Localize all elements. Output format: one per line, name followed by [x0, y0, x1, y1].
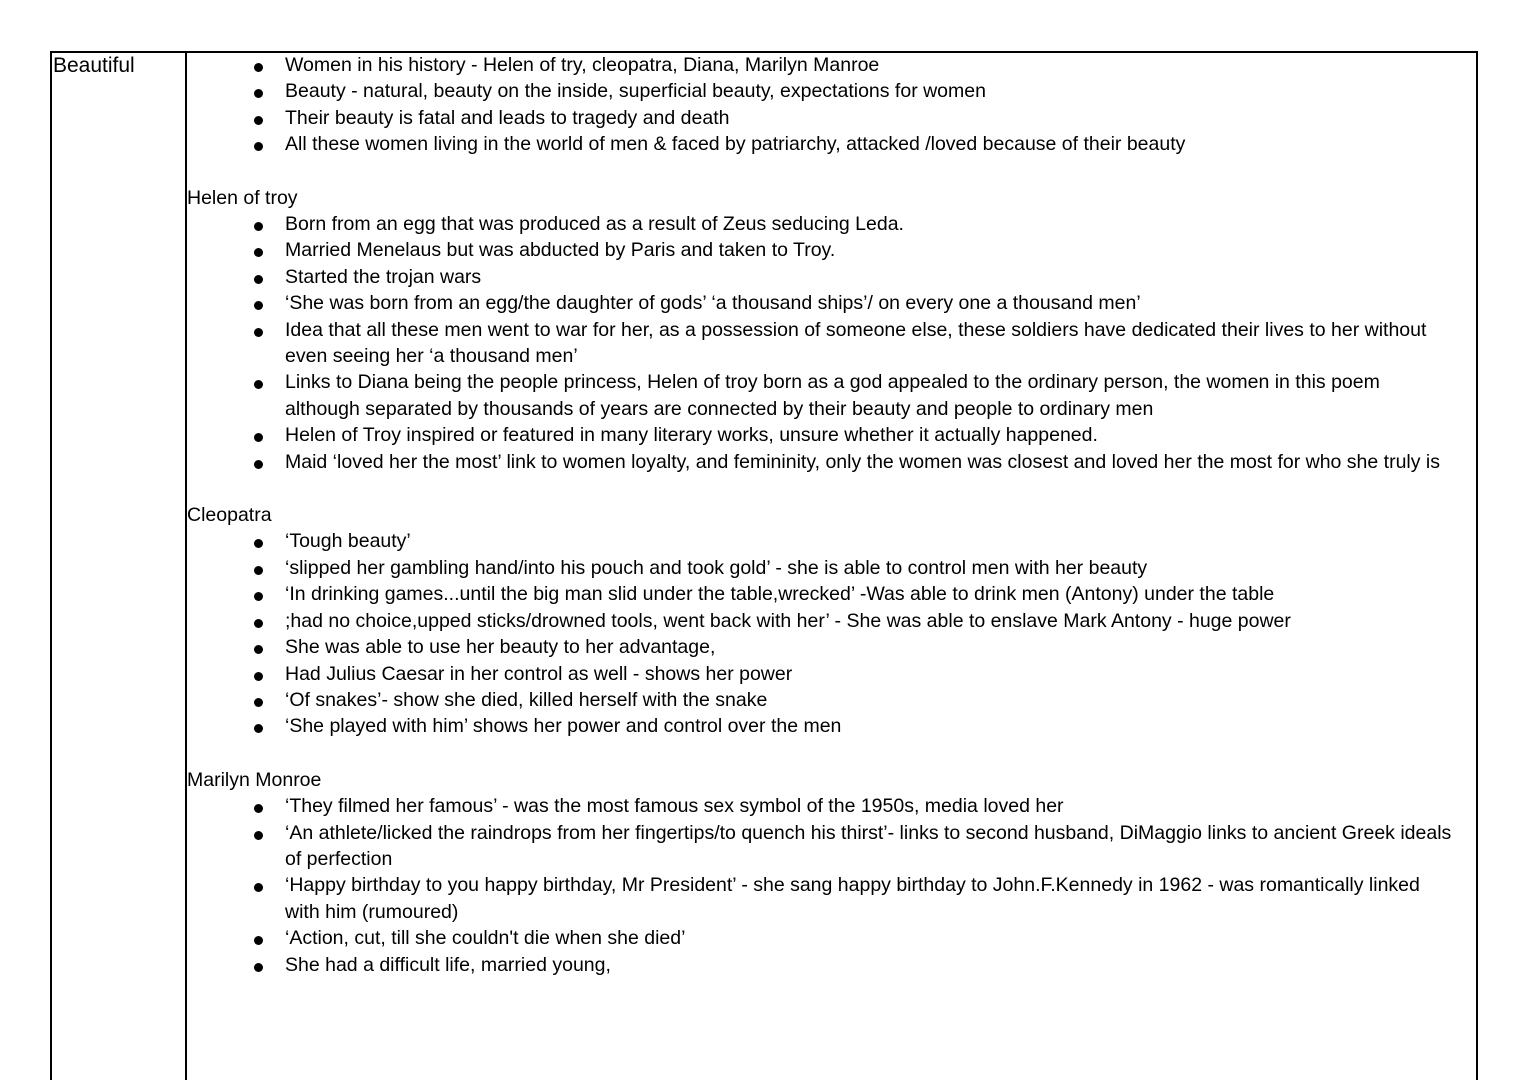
list-item-text: Married Menelaus but was abducted by Paris and taken to Troy. — [285, 239, 836, 262]
bullet-list — [187, 793, 1477, 978]
list-item — [187, 793, 1477, 819]
section-cleopatra — [187, 502, 1477, 740]
list-item — [187, 105, 1477, 131]
list-item-text: ‘Of snakes’- show she died, killed herself with the snake — [285, 688, 768, 711]
section-helen-of-troy — [187, 185, 1477, 475]
list-item — [187, 78, 1477, 104]
list-item-text: Born from an egg that was produced as a result of Zeus seducing Leda. — [285, 213, 904, 236]
list-item — [187, 925, 1477, 951]
bullet-icon — [254, 672, 263, 681]
list-item-text: ‘slipped her gambling hand/into his pouch and took gold’ - she is able to control men with her beauty — [285, 556, 1148, 579]
bullet-icon — [254, 619, 263, 628]
list-item-text: ‘Happy birthday to you happy birthday, Mr President’ - she sang happy birthday to John.F.Kennedy in 1962 - was romantically linked with him (rumoured) — [285, 874, 1420, 923]
section-marilyn-monroe — [187, 767, 1477, 978]
list-item-text: ‘She was born from an egg/the daughter of gods’ ‘a thousand ships’/ on every one a thousand men’ — [285, 292, 1141, 315]
bullet-icon — [254, 698, 263, 707]
section-heading: Helen of troy — [187, 186, 298, 209]
list-item — [187, 449, 1477, 475]
bullet-list — [187, 528, 1477, 739]
row-label: Beautiful — [53, 54, 135, 77]
list-item — [187, 608, 1477, 634]
list-item — [187, 237, 1477, 263]
bullet-icon — [254, 831, 263, 840]
bullet-icon — [254, 89, 263, 98]
list-item — [187, 872, 1477, 925]
bullet-icon — [254, 724, 263, 733]
list-item — [187, 369, 1477, 422]
list-item-text: Their beauty is fatal and leads to tragedy and death — [285, 106, 730, 129]
list-item — [187, 528, 1477, 554]
bullet-icon — [254, 328, 263, 337]
list-item — [187, 211, 1477, 237]
list-item-text: Started the trojan wars — [285, 265, 482, 288]
list-item — [187, 820, 1477, 873]
list-item-text: Beauty - natural, beauty on the inside, superficial beauty, expectations for women — [285, 80, 986, 103]
bullet-icon — [254, 539, 263, 548]
list-item — [187, 687, 1477, 713]
bullet-icon — [254, 963, 263, 972]
list-item-text: Helen of Troy inspired or featured in many literary works, unsure whether it actually happened. — [285, 424, 1098, 447]
list-item-text: ‘She played with him’ shows her power and control over the men — [285, 715, 842, 738]
bullet-icon — [254, 222, 263, 231]
section-intro — [187, 52, 1477, 158]
list-item-text: She was able to use her beauty to her advantage, — [285, 636, 716, 659]
bullet-icon — [254, 936, 263, 945]
list-item — [187, 713, 1477, 739]
bullet-icon — [254, 275, 263, 284]
bullet-icon — [254, 883, 263, 892]
bullet-icon — [254, 645, 263, 654]
list-item-text: Maid ‘loved her the most’ link to women loyalty, and femininity, only the women was closest and loved her the most for who she truly is — [285, 450, 1441, 473]
bullet-icon — [254, 460, 263, 469]
list-item-text: ‘Tough beauty’ — [285, 530, 411, 553]
bullet-icon — [254, 301, 263, 310]
bullet-icon — [254, 566, 263, 575]
list-item — [187, 581, 1477, 607]
bullet-icon — [254, 116, 263, 125]
list-item — [187, 661, 1477, 687]
list-item-text: Idea that all these men went to war for her, as a possession of someone else, these soldiers have dedicated their lives to her without even seeing her ‘a thousand men’ — [285, 318, 1427, 368]
list-item — [187, 555, 1477, 581]
list-item — [187, 52, 1477, 78]
bullet-icon — [254, 433, 263, 442]
bullet-icon — [254, 804, 263, 813]
list-item — [187, 952, 1477, 978]
list-item-text: ;had no choice,upped sticks/drowned tools, went back with her’ - She was able to enslave Mark Antony - huge power — [285, 609, 1291, 632]
list-item — [187, 264, 1477, 290]
bullet-icon — [254, 63, 263, 72]
notes-content — [187, 52, 1477, 978]
bullet-icon — [254, 248, 263, 257]
list-item-text: Had Julius Caesar in her control as well - shows her power — [285, 662, 793, 685]
list-item — [187, 131, 1477, 157]
list-item-text: All these women living in the world of men & faced by patriarchy, attacked /loved because of their beauty — [285, 133, 1186, 156]
bullet-list — [187, 211, 1477, 475]
list-item-text: Women in his history - Helen of try, cleopatra, Diana, Marilyn Manroe — [285, 54, 880, 76]
section-heading: Marilyn Monroe — [187, 768, 322, 791]
list-item-text: ‘Action, cut, till she couldn't die when she died’ — [285, 927, 686, 950]
bullet-icon — [254, 592, 263, 601]
bullet-icon — [254, 380, 263, 389]
list-item-text: ‘In drinking games...until the big man slid under the table,wrecked’ -Was able to drink men (Antony) under the table — [285, 583, 1275, 606]
bullet-icon — [254, 142, 263, 151]
list-item-text: She had a difficult life, married young, — [285, 953, 611, 976]
list-item — [187, 634, 1477, 660]
bullet-list — [187, 52, 1477, 158]
list-item-text: ‘They filmed her famous’ - was the most famous sex symbol of the 1950s, media loved her — [285, 795, 1064, 818]
list-item — [187, 422, 1477, 448]
section-heading: Cleopatra — [187, 504, 272, 527]
list-item — [187, 317, 1477, 370]
list-item — [187, 290, 1477, 316]
list-item-text: ‘An athlete/licked the raindrops from her fingertips/to quench his thirst’- links to second husband, DiMaggio links to ancient Greek ideals of perfection — [285, 821, 1452, 870]
list-item-text: Links to Diana being the people princess, Helen of troy born as a god appealed to the ordinary person, the women in this poem although separated by thousands of years are connected by their beauty and people to ordinary men — [285, 371, 1380, 420]
